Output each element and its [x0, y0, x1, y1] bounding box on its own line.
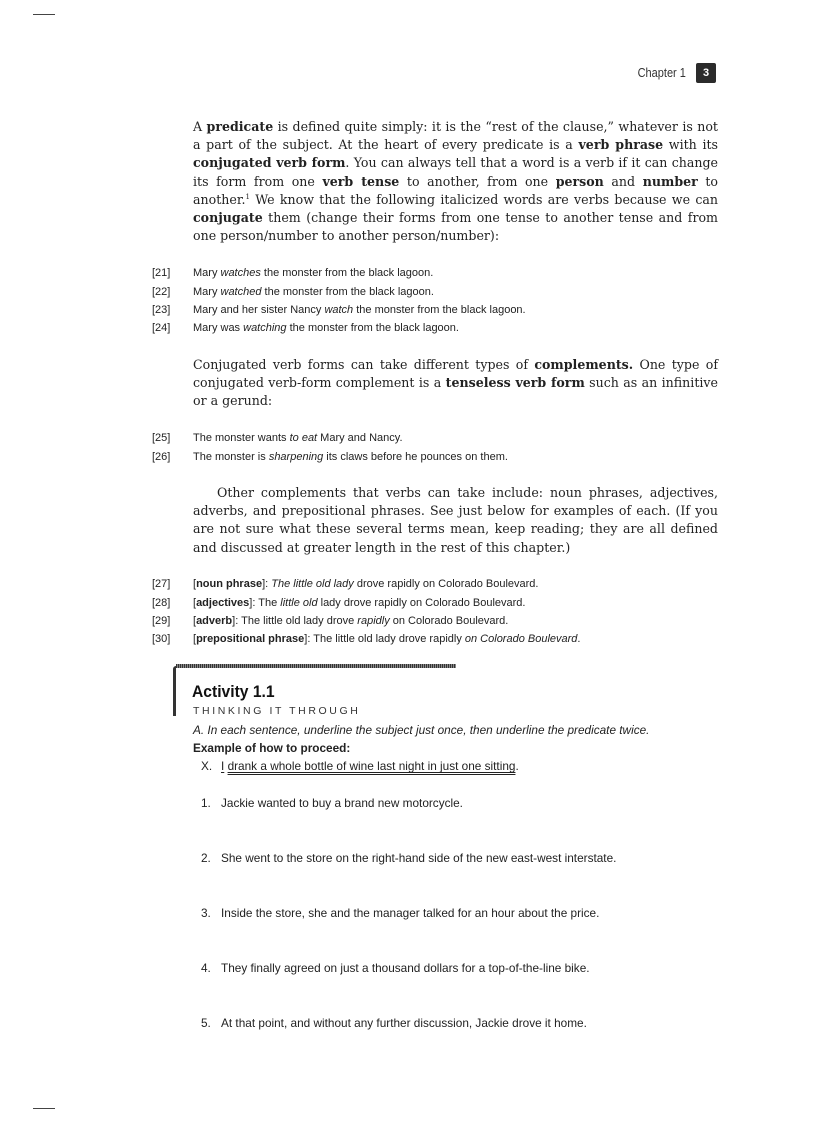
paragraph-predicate-definition: A predicate is defined quite simply: it is the “rest of the clause,” whatever is not a part of the subject. At the heart of every predicate is a verb phrase with its conjugated verb form. You can always tell that a word is a verb if it can change its form from one verb tense to another, from one person and number to another.$^1$ We know that the following italicized words are verbs because we can conjugate them (change their forms from one tense to another tense and from one person/​number to another person/number): [193, 119, 719, 244]
activity-example-label: Example of how to proceed: [193, 741, 351, 755]
activity-item-5: 5. At that point, and without any further discussion, Jackie drove it home. [201, 1016, 587, 1030]
term-conjugate: conjugate [193, 210, 263, 226]
example-23: [23] Mary and her sister Nancy watch the monster from the black lagoon. [152, 304, 526, 316]
footnote-marker[interactable]: 1 [245, 192, 250, 201]
activity-title: Activity 1.1 [192, 682, 275, 701]
activity-item-2: 2. She went to the store on the right-hand side of the new east-west interstate. [201, 851, 617, 865]
example-27: [27] [noun phrase]: The little old lady drove rapidly on Colorado Boulevard. [152, 578, 539, 590]
example-25: [25] The monster wants to eat Mary and Nancy. [152, 432, 403, 444]
term-verb-tense: verb tense [322, 173, 400, 189]
page-number-badge: 3 [696, 63, 716, 83]
crop-mark-bottom-left [33, 1108, 55, 1109]
term-conjugated-verb-form: conjugated verb form [193, 155, 346, 171]
crop-mark-top-left [33, 14, 55, 15]
term-number: number [642, 173, 698, 189]
example-24: [24] Mary was watching the monster from the black lagoon. [152, 322, 459, 334]
term-tenseless-verb-form: tenseless verb form [445, 375, 585, 391]
activity-item-1: 1. Jackie wanted to buy a brand new motorcycle. [201, 796, 463, 810]
paragraph-complements: Conjugated verb forms can take different types of complements. One type of conjugated verb-form complement is a tenseless verb form such as an infinitive or a gerund: [193, 357, 718, 409]
example-21: [21] Mary watches the monster from the black lagoon. [152, 267, 434, 279]
term-predicate: predicate [206, 119, 274, 134]
chapter-label: Chapter 1 [637, 66, 686, 80]
term-person: person [555, 173, 604, 189]
example-22: [22] Mary watched the monster from the black lagoon. [152, 286, 434, 298]
example-subject-underline: I [221, 759, 225, 773]
example-predicate-double-underline: drank a whole bottle of wine last night in just one sitting [227, 759, 516, 773]
activity-frame-left-rule [173, 666, 176, 716]
running-header [631, 63, 716, 83]
activity-subtitle: THINKING IT THROUGH [193, 705, 361, 717]
activity-frame-top-rule [176, 664, 456, 668]
term-verb-phrase: verb phrase [578, 137, 664, 153]
activity-instruction: A. In each sentence, underline the subject just once, then underline the predicate twice. [193, 723, 650, 737]
activity-item-4: 4. They finally agreed on just a thousand dollars for a top-of-the-line bike. [201, 961, 590, 975]
activity-example-sentence: X. I drank a whole bottle of wine last night in just one sitting. [201, 759, 519, 773]
paragraph-other-complements: Other complements that verbs can take include: noun phrases, adjectives, adverbs, and prepositional phrases. See just below for examples of each. (If you are not sure what these several terms mean, keep reading; they are all defined and discussed at greater length in the rest of this chapter.) [193, 485, 718, 555]
example-26: [26] The monster is sharpening its claws before he pounces on them. [152, 451, 508, 463]
activity-item-3: 3. Inside the store, she and the manager talked for an hour about the price. [201, 906, 600, 920]
term-complements: complements. [534, 357, 634, 372]
example-30: [30] [prepositional phrase]: The little old lady drove rapidly on Colorado Boulevard. [152, 633, 581, 645]
example-28: [28] [adjectives]: The little old lady drove rapidly on Colorado Boulevard. [152, 597, 526, 609]
example-29: [29] [adverb]: The little old lady drove rapidly on Colorado Boulevard. [152, 615, 509, 627]
